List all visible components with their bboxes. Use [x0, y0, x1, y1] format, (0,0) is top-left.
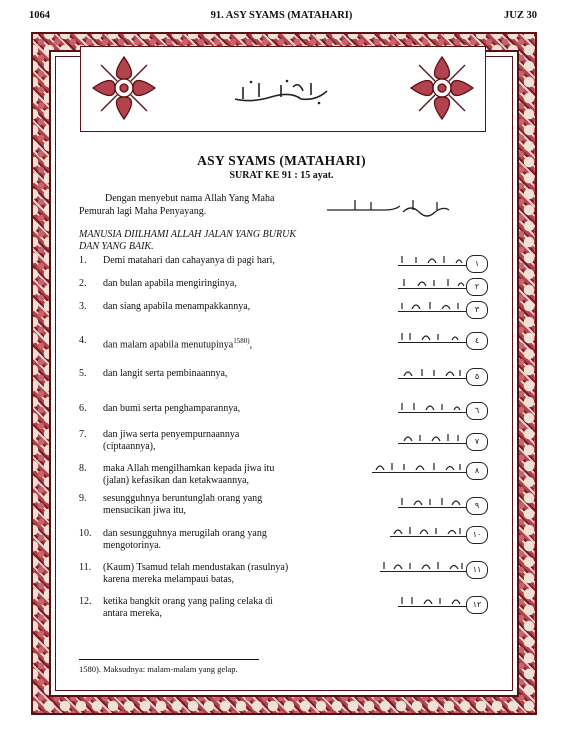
verse-12	[79, 596, 289, 620]
ayah-number-medallion: ٦	[466, 402, 488, 420]
verse-text: dan jiwa serta penyempurnaannya (ciptaannya),	[103, 429, 240, 452]
verse-8	[79, 463, 289, 487]
verse-3	[79, 301, 289, 313]
basmalah-calligraphy	[325, 196, 455, 218]
verse-number: 6.	[79, 403, 87, 414]
verse-number: 7.	[79, 429, 87, 440]
arabic-verse-4	[398, 328, 488, 354]
ayah-number-medallion: ٨	[466, 462, 488, 480]
arabic-baseline	[398, 507, 466, 508]
arabic-baseline	[380, 571, 466, 572]
verse-number: 4.	[79, 335, 87, 346]
ayah-number-medallion: ٧	[466, 433, 488, 451]
footnote: 1580). Maksudnya: malam-malam yang gelap.	[79, 664, 238, 674]
arabic-verse-calligraphy	[398, 331, 466, 341]
arabic-verse-10	[390, 522, 488, 548]
surah-title-banner	[80, 46, 486, 132]
verse-text: maka Allah mengilhamkan kepada jiwa itu (jalan) kefasikan dan ketakwaannya,	[103, 463, 275, 486]
section-heading: MANUSIA DIILHAMI ALLAH JALAN YANG BURUK DAN YANG BAIK.	[79, 229, 296, 252]
verse-text: sesungguhnya beruntunglah orang yang mensucikan jiwa itu,	[103, 493, 263, 516]
footnote-reference: 1580)	[233, 337, 250, 345]
arabic-verse-calligraphy	[398, 300, 466, 310]
surah-title: ASY SYAMS (MATAHARI)	[197, 153, 366, 168]
verse-text: dan sesungguhnya merugilah orang yang mengotorinya.	[103, 528, 267, 551]
arabic-baseline	[398, 288, 466, 289]
ayah-number-medallion: ١٢	[466, 596, 488, 614]
verse-text: dan langit serta pembinaannya,	[103, 368, 228, 379]
verse-number: 2.	[79, 278, 87, 289]
ayah-number-medallion: ١٠	[466, 526, 488, 544]
juz-label: JUZ 30	[504, 10, 537, 21]
verse-text-tail: ,	[249, 339, 253, 351]
ayah-number-medallion: ١١	[466, 561, 488, 579]
verse-text: dan bulan apabila mengiringinya,	[103, 278, 237, 289]
arabic-surah-name-calligraphy	[231, 77, 331, 107]
arabic-verse-8	[372, 458, 488, 484]
arabic-verse-9	[398, 493, 488, 519]
verse-1	[79, 255, 289, 267]
arabic-verse-11	[380, 557, 488, 583]
verse-text: ketika bangkit orang yang paling celaka di antara mereka,	[103, 596, 273, 619]
arabic-verse-calligraphy	[372, 461, 466, 471]
arabic-baseline	[398, 606, 466, 607]
ayah-number-medallion: ٥	[466, 368, 488, 386]
running-head	[0, 10, 563, 28]
verse-11	[79, 562, 289, 586]
verse-number: 1.	[79, 255, 87, 266]
arabic-verse-12	[398, 592, 488, 618]
verse-10	[79, 528, 289, 552]
footnote-divider	[79, 659, 259, 660]
arabic-verse-6	[398, 398, 488, 424]
arabic-verse-calligraphy	[398, 277, 466, 287]
arabic-verse-5	[398, 364, 488, 390]
arabic-verse-7	[398, 429, 488, 455]
verse-2	[79, 278, 289, 290]
verse-number: 9.	[79, 493, 87, 504]
arabic-baseline	[398, 342, 466, 343]
verse-text: Demi matahari dan cahayanya di pagi hari,	[103, 255, 275, 266]
verse-text-main: dan malam apabila menutupinya	[103, 339, 234, 351]
arabic-verse-calligraphy	[380, 560, 466, 570]
floral-ornament-icon	[89, 53, 159, 123]
arabic-verse-calligraphy	[398, 401, 466, 411]
basmalah-translation: Dengan menyebut nama Allah Yang Maha Pemurah lagi Maha Penyayang.	[79, 193, 275, 217]
verse-number: 5.	[79, 368, 87, 379]
arabic-baseline	[398, 378, 466, 379]
ayah-number-medallion: ٢	[466, 278, 488, 296]
running-title: 91. ASY SYAMS (MATAHARI)	[210, 10, 353, 21]
verse-text: dan siang apabila menampakkannya,	[103, 301, 251, 312]
arabic-verse-calligraphy	[398, 496, 466, 506]
verse-7	[79, 429, 289, 453]
ayah-number-medallion: ٣	[466, 301, 488, 319]
arabic-verse-calligraphy	[398, 367, 466, 377]
arabic-verse-3	[398, 297, 488, 323]
floral-ornament-icon	[407, 53, 477, 123]
verse-4	[79, 335, 289, 351]
arabic-baseline	[398, 412, 466, 413]
verse-text: dan bumi serta penghamparannya,	[103, 403, 241, 414]
ayah-number-medallion: ٩	[466, 497, 488, 515]
verse-number: 10.	[79, 528, 92, 539]
arabic-verse-calligraphy	[398, 432, 466, 442]
page-number: 1064	[29, 10, 50, 21]
verse-6	[79, 403, 289, 415]
arabic-verse-calligraphy	[390, 525, 466, 535]
arabic-baseline	[398, 311, 466, 312]
arabic-verse-calligraphy	[398, 595, 466, 605]
verse-text: (Kaum) Tsamud telah mendustakan (rasulnya) karena mereka melampaui batas,	[103, 562, 289, 585]
verse-text	[103, 335, 289, 351]
arabic-baseline	[398, 443, 466, 444]
ayah-number-medallion: ١	[466, 255, 488, 273]
surah-subtitle: SURAT KE 91 : 15 ayat.	[229, 170, 334, 181]
arabic-baseline	[372, 472, 466, 473]
verse-number: 8.	[79, 463, 87, 474]
verse-number: 12.	[79, 596, 92, 607]
verse-number: 3.	[79, 301, 87, 312]
arabic-verse-calligraphy	[398, 254, 466, 264]
arabic-baseline	[398, 265, 466, 266]
arabic-baseline	[390, 536, 466, 537]
verse-5	[79, 368, 289, 380]
verse-number: 11.	[79, 562, 92, 573]
ayah-number-medallion: ٤	[466, 332, 488, 350]
verse-9	[79, 493, 289, 517]
